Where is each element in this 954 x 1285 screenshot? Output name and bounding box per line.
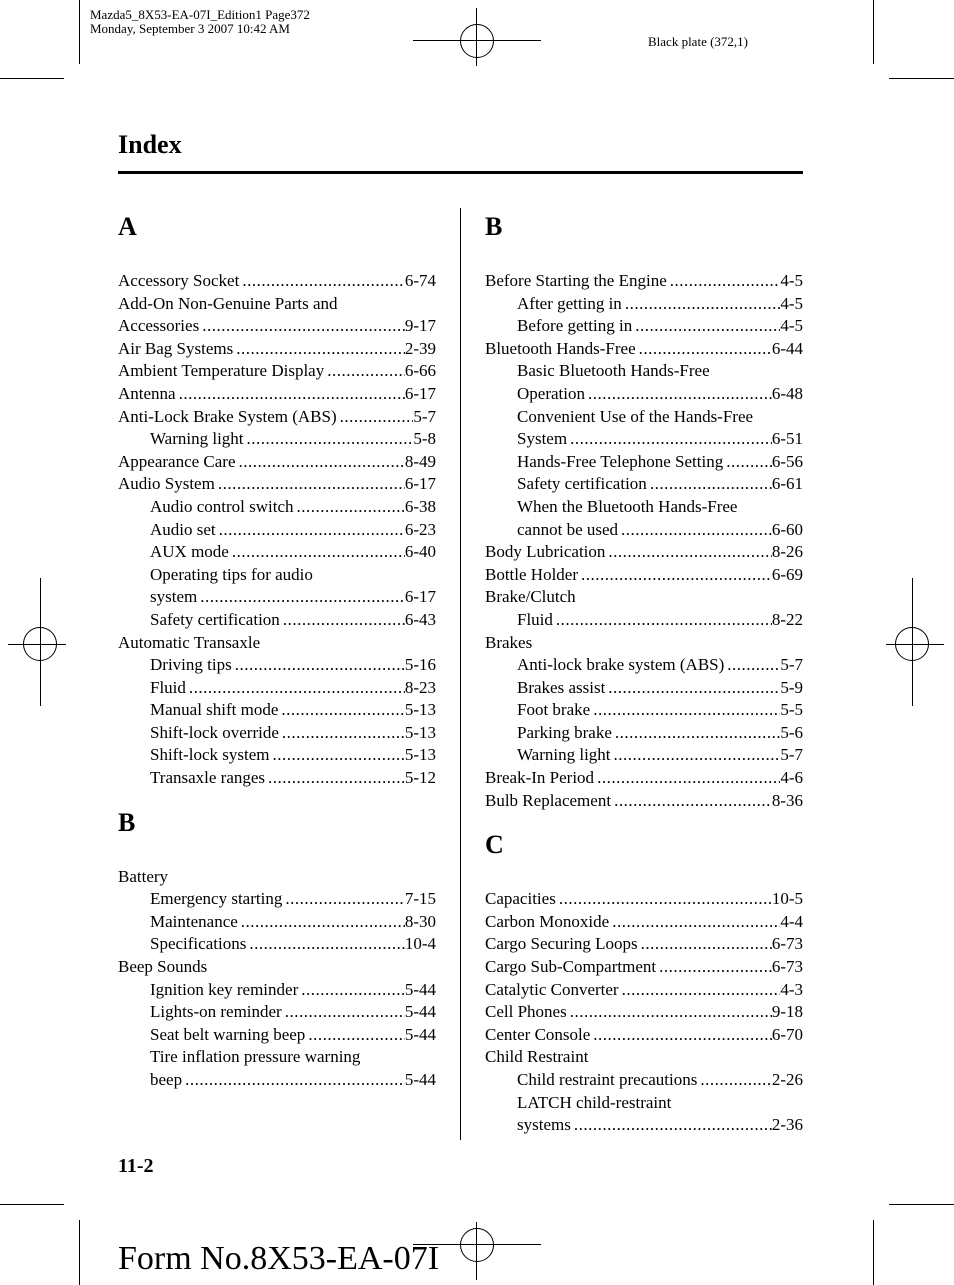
crop-mark-top-right-v bbox=[873, 0, 874, 64]
entry-page-ref: 6-60 bbox=[771, 519, 803, 539]
dot-leader bbox=[176, 383, 405, 406]
entry-page-ref: 6-40 bbox=[404, 542, 436, 562]
entry-text: cannot be used bbox=[517, 519, 619, 539]
dot-leader bbox=[656, 956, 772, 979]
entry-text: Manual shift mode bbox=[150, 700, 279, 720]
index-entry bbox=[485, 1046, 803, 1069]
section-letter: A bbox=[118, 212, 137, 241]
dot-leader bbox=[215, 473, 405, 496]
dot-leader bbox=[590, 699, 780, 722]
entry-text: Cell Phones bbox=[485, 1002, 567, 1022]
entry-page-ref: 5-13 bbox=[404, 745, 436, 765]
plate-label: Black plate (372,1) bbox=[648, 34, 748, 49]
entry-page-ref: 4-5 bbox=[780, 271, 803, 290]
entry-page-ref: 8-26 bbox=[771, 542, 803, 562]
index-entry bbox=[118, 270, 436, 293]
entry-text: Before getting in bbox=[517, 316, 633, 336]
entry-text: Bulb Replacement bbox=[485, 790, 612, 810]
dot-leader bbox=[612, 722, 780, 745]
slug-line-1: Mazda5_8X53-EA-07I_Edition1 Page372 bbox=[90, 7, 310, 22]
index-entry bbox=[118, 383, 436, 406]
index-entry bbox=[485, 519, 803, 542]
entry-page-ref: 5-44 bbox=[404, 1024, 436, 1044]
dot-leader bbox=[567, 428, 772, 451]
entry-text: systems bbox=[517, 1115, 571, 1135]
crop-mark-bottom-right-h bbox=[889, 1204, 954, 1205]
entry-text: Child Restraint bbox=[485, 1047, 589, 1067]
dot-leader bbox=[280, 609, 405, 632]
entry-text: Bluetooth Hands-Free bbox=[485, 338, 636, 358]
index-entry bbox=[485, 1114, 803, 1137]
entry-page-ref: 6-17 bbox=[404, 474, 436, 494]
entry-text: Cargo Securing Loops bbox=[485, 934, 638, 954]
entry-page-ref: 6-48 bbox=[771, 383, 803, 403]
registration-left-circle-icon bbox=[23, 627, 57, 661]
index-column-left bbox=[118, 208, 436, 1092]
index-entry bbox=[118, 933, 436, 956]
section-entries bbox=[118, 866, 436, 1092]
entry-page-ref: 5-9 bbox=[780, 677, 803, 697]
dot-leader bbox=[246, 933, 405, 956]
entry-page-ref: 6-17 bbox=[404, 383, 436, 403]
entry-text: Add-On Non-Genuine Parts and bbox=[118, 293, 338, 313]
index-entry bbox=[485, 888, 803, 911]
entry-text: AUX mode bbox=[150, 542, 229, 562]
index-entry bbox=[485, 1001, 803, 1024]
entry-page-ref: 5-44 bbox=[404, 979, 436, 999]
entry-page-ref: 5-6 bbox=[780, 722, 803, 742]
dot-leader bbox=[567, 1001, 772, 1024]
entry-page-ref: 7-15 bbox=[404, 889, 436, 909]
dot-leader bbox=[611, 790, 772, 813]
entry-page-ref: 5-8 bbox=[413, 429, 436, 449]
index-entry bbox=[118, 586, 436, 609]
dot-leader bbox=[236, 451, 405, 474]
entry-page-ref: 5-7 bbox=[780, 745, 803, 765]
entry-text: Emergency starting bbox=[150, 889, 283, 909]
entry-page-ref: 8-23 bbox=[404, 677, 436, 697]
entry-text: System bbox=[517, 429, 568, 449]
entry-text: beep bbox=[150, 1070, 183, 1089]
index-entry bbox=[485, 541, 803, 564]
crop-mark-bottom-left-h bbox=[0, 1204, 64, 1205]
index-column-right bbox=[485, 208, 803, 1137]
dot-leader bbox=[585, 383, 772, 406]
registration-bottom-circle-icon bbox=[460, 1228, 494, 1262]
entry-text: Fluid bbox=[517, 609, 553, 629]
index-entry bbox=[485, 767, 803, 790]
index-entry bbox=[485, 451, 803, 474]
entry-page-ref: 6-69 bbox=[771, 564, 803, 584]
entry-text: Child restraint precautions bbox=[517, 1070, 698, 1089]
index-entry bbox=[118, 866, 436, 889]
entry-text: Beep Sounds bbox=[118, 957, 208, 977]
entry-page-ref: 6-74 bbox=[404, 271, 436, 290]
index-entry bbox=[118, 519, 436, 542]
entry-text: Maintenance bbox=[150, 911, 238, 931]
entry-page-ref: 6-17 bbox=[404, 587, 436, 607]
section-letter: C bbox=[485, 830, 504, 860]
entry-text: Tire inflation pressure warning bbox=[150, 1047, 361, 1067]
index-entry bbox=[118, 722, 436, 745]
entry-page-ref: 6-61 bbox=[771, 474, 803, 494]
entry-text: Bottle Holder bbox=[485, 564, 579, 584]
dot-leader bbox=[647, 473, 772, 496]
entry-text: Shift-lock override bbox=[150, 722, 279, 742]
index-entry bbox=[485, 744, 803, 767]
index-entry bbox=[485, 979, 803, 1002]
index-entry bbox=[485, 383, 803, 406]
dot-leader bbox=[216, 519, 405, 542]
entry-text: Cargo Sub-Compartment bbox=[485, 957, 657, 977]
entry-text: Battery bbox=[118, 866, 169, 886]
dot-leader bbox=[618, 519, 772, 542]
entry-page-ref: 2-26 bbox=[771, 1070, 803, 1089]
entry-text: Anti-Lock Brake System (ABS) bbox=[118, 406, 337, 426]
section-entries bbox=[485, 888, 803, 1137]
dot-leader bbox=[279, 722, 405, 745]
entry-text: Brakes bbox=[485, 632, 533, 652]
index-entry bbox=[485, 1092, 803, 1115]
entry-page-ref: 6-44 bbox=[771, 338, 803, 358]
title-rule bbox=[118, 171, 803, 174]
dot-leader bbox=[556, 888, 772, 911]
entry-page-ref: 8-36 bbox=[771, 790, 803, 810]
entry-text: Catalytic Converter bbox=[485, 979, 619, 999]
entry-text: Capacities bbox=[485, 889, 556, 909]
index-entry bbox=[485, 1024, 803, 1047]
entry-text: Appearance Care bbox=[118, 451, 236, 471]
index-entry bbox=[485, 911, 803, 934]
entry-text: Warning light bbox=[150, 429, 244, 449]
entry-page-ref: 6-43 bbox=[404, 609, 436, 629]
entry-page-ref: 6-66 bbox=[404, 361, 436, 381]
index-entry bbox=[118, 496, 436, 519]
dot-leader bbox=[337, 406, 414, 429]
dot-leader bbox=[697, 1069, 771, 1092]
index-entry bbox=[118, 956, 436, 979]
dot-leader bbox=[724, 654, 780, 677]
slug-line-2: Monday, September 3 2007 10:42 AM bbox=[90, 21, 290, 36]
entry-text: Automatic Transaxle bbox=[118, 632, 261, 652]
entry-page-ref: 5-7 bbox=[780, 655, 803, 675]
entry-text: Lights-on reminder bbox=[150, 1002, 282, 1022]
index-entry bbox=[118, 473, 436, 496]
entry-text: Body Lubrication bbox=[485, 542, 606, 562]
entry-page-ref: 6-70 bbox=[771, 1024, 803, 1044]
entry-page-ref: 5-13 bbox=[404, 700, 436, 720]
dot-leader bbox=[605, 677, 780, 700]
entry-text: Accessory Socket bbox=[118, 271, 240, 290]
section-entries bbox=[485, 270, 803, 812]
index-entry bbox=[118, 451, 436, 474]
entry-text: Safety certification bbox=[150, 609, 280, 629]
index-entry bbox=[485, 315, 803, 338]
entry-text: Operation bbox=[517, 383, 585, 403]
index-entry bbox=[118, 1024, 436, 1047]
index-entry bbox=[118, 541, 436, 564]
crop-mark-top-left-v bbox=[79, 0, 80, 64]
entry-text: Audio set bbox=[150, 519, 216, 539]
entry-text: Brake/Clutch bbox=[485, 587, 576, 607]
index-entry bbox=[118, 979, 436, 1002]
dot-leader bbox=[632, 315, 780, 338]
dot-leader bbox=[553, 609, 772, 632]
entry-text: Transaxle ranges bbox=[150, 768, 266, 788]
entry-text: Ambient Temperature Display bbox=[118, 361, 325, 381]
entry-text: LATCH child-restraint bbox=[517, 1092, 672, 1112]
entry-page-ref: 5-12 bbox=[404, 768, 436, 788]
dot-leader bbox=[590, 1024, 772, 1047]
column-divider bbox=[460, 208, 461, 1140]
dot-leader bbox=[278, 699, 404, 722]
entry-page-ref: 9-17 bbox=[404, 316, 436, 336]
index-entry bbox=[485, 428, 803, 451]
entry-page-ref: 6-38 bbox=[404, 496, 436, 516]
dot-leader bbox=[636, 338, 772, 361]
index-entry bbox=[485, 586, 803, 609]
entry-page-ref: 4-5 bbox=[780, 316, 803, 336]
entry-page-ref: 8-49 bbox=[404, 451, 436, 471]
dot-leader bbox=[578, 564, 772, 587]
dot-leader bbox=[238, 911, 405, 934]
index-entry bbox=[485, 632, 803, 655]
entry-text: Center Console bbox=[485, 1024, 591, 1044]
dot-leader bbox=[265, 767, 405, 790]
index-entry bbox=[118, 767, 436, 790]
entry-text: Operating tips for audio bbox=[150, 564, 313, 584]
entry-page-ref: 6-73 bbox=[771, 957, 803, 977]
entry-text: Accessories bbox=[118, 316, 200, 336]
form-number: Form No.8X53-EA-07I bbox=[118, 1240, 440, 1277]
index-entry bbox=[118, 632, 436, 655]
entry-text: Audio control switch bbox=[150, 496, 294, 516]
index-entry bbox=[485, 496, 803, 519]
entry-text: Ignition key reminder bbox=[150, 979, 299, 999]
dot-leader bbox=[594, 767, 780, 790]
entry-text: Audio System bbox=[118, 474, 215, 494]
section-letter: B bbox=[485, 212, 503, 241]
entry-text: Anti-lock brake system (ABS) bbox=[517, 655, 725, 675]
dot-leader bbox=[571, 1114, 772, 1137]
index-entry bbox=[118, 1046, 436, 1069]
index-entry bbox=[485, 564, 803, 587]
crop-mark-bottom-left-v bbox=[79, 1220, 80, 1285]
entry-text: Shift-lock system bbox=[150, 745, 270, 765]
entry-text: Brakes assist bbox=[517, 677, 606, 697]
dot-leader bbox=[239, 270, 405, 293]
entry-page-ref: 5-16 bbox=[404, 655, 436, 675]
entry-text: Driving tips bbox=[150, 655, 232, 675]
index-entry bbox=[118, 293, 436, 316]
crop-mark-top-left-h bbox=[0, 78, 64, 79]
entry-page-ref: 5-13 bbox=[404, 722, 436, 742]
entry-text: Specifications bbox=[150, 934, 247, 954]
dot-leader bbox=[622, 293, 781, 316]
entry-page-ref: 9-18 bbox=[771, 1002, 803, 1022]
entry-text: Air Bag Systems bbox=[118, 338, 234, 358]
index-entry bbox=[118, 654, 436, 677]
index-entry bbox=[118, 360, 436, 383]
dot-leader bbox=[294, 496, 405, 519]
entry-text: Safety certification bbox=[517, 474, 647, 494]
index-entry bbox=[118, 888, 436, 911]
index-entry bbox=[118, 699, 436, 722]
entry-text: Before Starting the Engine bbox=[485, 271, 667, 290]
registration-right-circle-icon bbox=[895, 627, 929, 661]
entry-page-ref: 2-36 bbox=[771, 1115, 803, 1135]
index-entry bbox=[485, 270, 803, 293]
index-entry bbox=[485, 360, 803, 383]
index-entry bbox=[118, 406, 436, 429]
dot-leader bbox=[723, 451, 772, 474]
dot-leader bbox=[232, 654, 405, 677]
dot-leader bbox=[305, 1024, 405, 1047]
entry-page-ref: 5-7 bbox=[413, 406, 436, 426]
dot-leader bbox=[229, 541, 405, 564]
entry-text: Foot brake bbox=[517, 700, 591, 720]
index-entry bbox=[485, 677, 803, 700]
entry-text: Convenient Use of the Hands-Free bbox=[517, 406, 754, 426]
entry-text: Fluid bbox=[150, 677, 186, 697]
entry-text: When the Bluetooth Hands-Free bbox=[517, 496, 738, 516]
dot-leader bbox=[605, 541, 771, 564]
dot-leader bbox=[609, 911, 780, 934]
section-letter: B bbox=[118, 807, 136, 837]
dot-leader bbox=[182, 1069, 405, 1092]
index-entry bbox=[118, 677, 436, 700]
index-entry bbox=[118, 338, 436, 361]
index-entry bbox=[485, 473, 803, 496]
entry-text: Seat belt warning beep bbox=[150, 1024, 306, 1044]
entry-page-ref: 8-30 bbox=[404, 911, 436, 931]
index-entry bbox=[118, 564, 436, 587]
crop-mark-top-right-h bbox=[889, 78, 954, 79]
dot-leader bbox=[199, 315, 405, 338]
dot-leader bbox=[233, 338, 405, 361]
entry-page-ref: 4-6 bbox=[780, 768, 803, 788]
entry-page-ref: 6-73 bbox=[771, 934, 803, 954]
index-entry bbox=[118, 911, 436, 934]
entry-page-ref: 4-5 bbox=[780, 293, 803, 313]
entry-page-ref: 6-23 bbox=[404, 519, 436, 539]
entry-text: Warning light bbox=[517, 745, 611, 765]
dot-leader bbox=[667, 270, 781, 293]
entry-page-ref: 4-4 bbox=[780, 911, 803, 931]
index-entry bbox=[118, 1069, 436, 1092]
dot-leader bbox=[244, 428, 414, 451]
dot-leader bbox=[282, 1001, 405, 1024]
index-entry bbox=[485, 654, 803, 677]
crop-mark-bottom-right-v bbox=[873, 1220, 874, 1285]
index-entry bbox=[485, 933, 803, 956]
dot-leader bbox=[619, 979, 781, 1002]
index-entry bbox=[118, 1001, 436, 1024]
entry-page-ref: 10-5 bbox=[771, 889, 803, 909]
entry-text: Break-In Period bbox=[485, 768, 595, 788]
entry-page-ref: 6-51 bbox=[771, 429, 803, 449]
entry-text: Antenna bbox=[118, 383, 176, 403]
entry-text: Basic Bluetooth Hands-Free bbox=[517, 361, 710, 381]
dot-leader bbox=[324, 360, 405, 383]
index-entry bbox=[485, 406, 803, 429]
entry-page-ref: 5-5 bbox=[780, 700, 803, 720]
section-entries bbox=[118, 270, 436, 790]
index-entry bbox=[118, 315, 436, 338]
dot-leader bbox=[269, 744, 404, 767]
entry-text: system bbox=[150, 587, 198, 607]
dot-leader bbox=[186, 677, 405, 700]
entry-page-ref: 6-56 bbox=[771, 451, 803, 471]
index-entry bbox=[485, 956, 803, 979]
entry-text: After getting in bbox=[517, 293, 622, 313]
entry-text: Hands-Free Telephone Setting bbox=[517, 451, 724, 471]
entry-text: Carbon Monoxide bbox=[485, 911, 610, 931]
index-entry bbox=[485, 338, 803, 361]
index-entry bbox=[485, 609, 803, 632]
page-title: Index bbox=[118, 130, 182, 159]
page-number: 11-2 bbox=[118, 1155, 154, 1177]
index-entry bbox=[485, 790, 803, 813]
index-entry bbox=[485, 293, 803, 316]
entry-page-ref: 8-22 bbox=[771, 609, 803, 629]
index-entry bbox=[118, 428, 436, 451]
dot-leader bbox=[611, 744, 781, 767]
registration-top-circle-icon bbox=[460, 24, 494, 58]
index-entry bbox=[485, 722, 803, 745]
entry-page-ref: 4-3 bbox=[780, 979, 803, 999]
dot-leader bbox=[282, 888, 404, 911]
index-entry bbox=[118, 609, 436, 632]
entry-page-ref: 5-44 bbox=[404, 1002, 436, 1022]
entry-text: Parking brake bbox=[517, 722, 612, 742]
index-entry bbox=[118, 744, 436, 767]
entry-page-ref: 2-39 bbox=[404, 338, 436, 358]
dot-leader bbox=[298, 979, 405, 1002]
entry-page-ref: 10-4 bbox=[404, 934, 436, 954]
index-entry bbox=[485, 1069, 803, 1092]
entry-page-ref: 5-44 bbox=[404, 1070, 436, 1089]
index-entry bbox=[485, 699, 803, 722]
dot-leader bbox=[197, 586, 405, 609]
dot-leader bbox=[638, 933, 772, 956]
